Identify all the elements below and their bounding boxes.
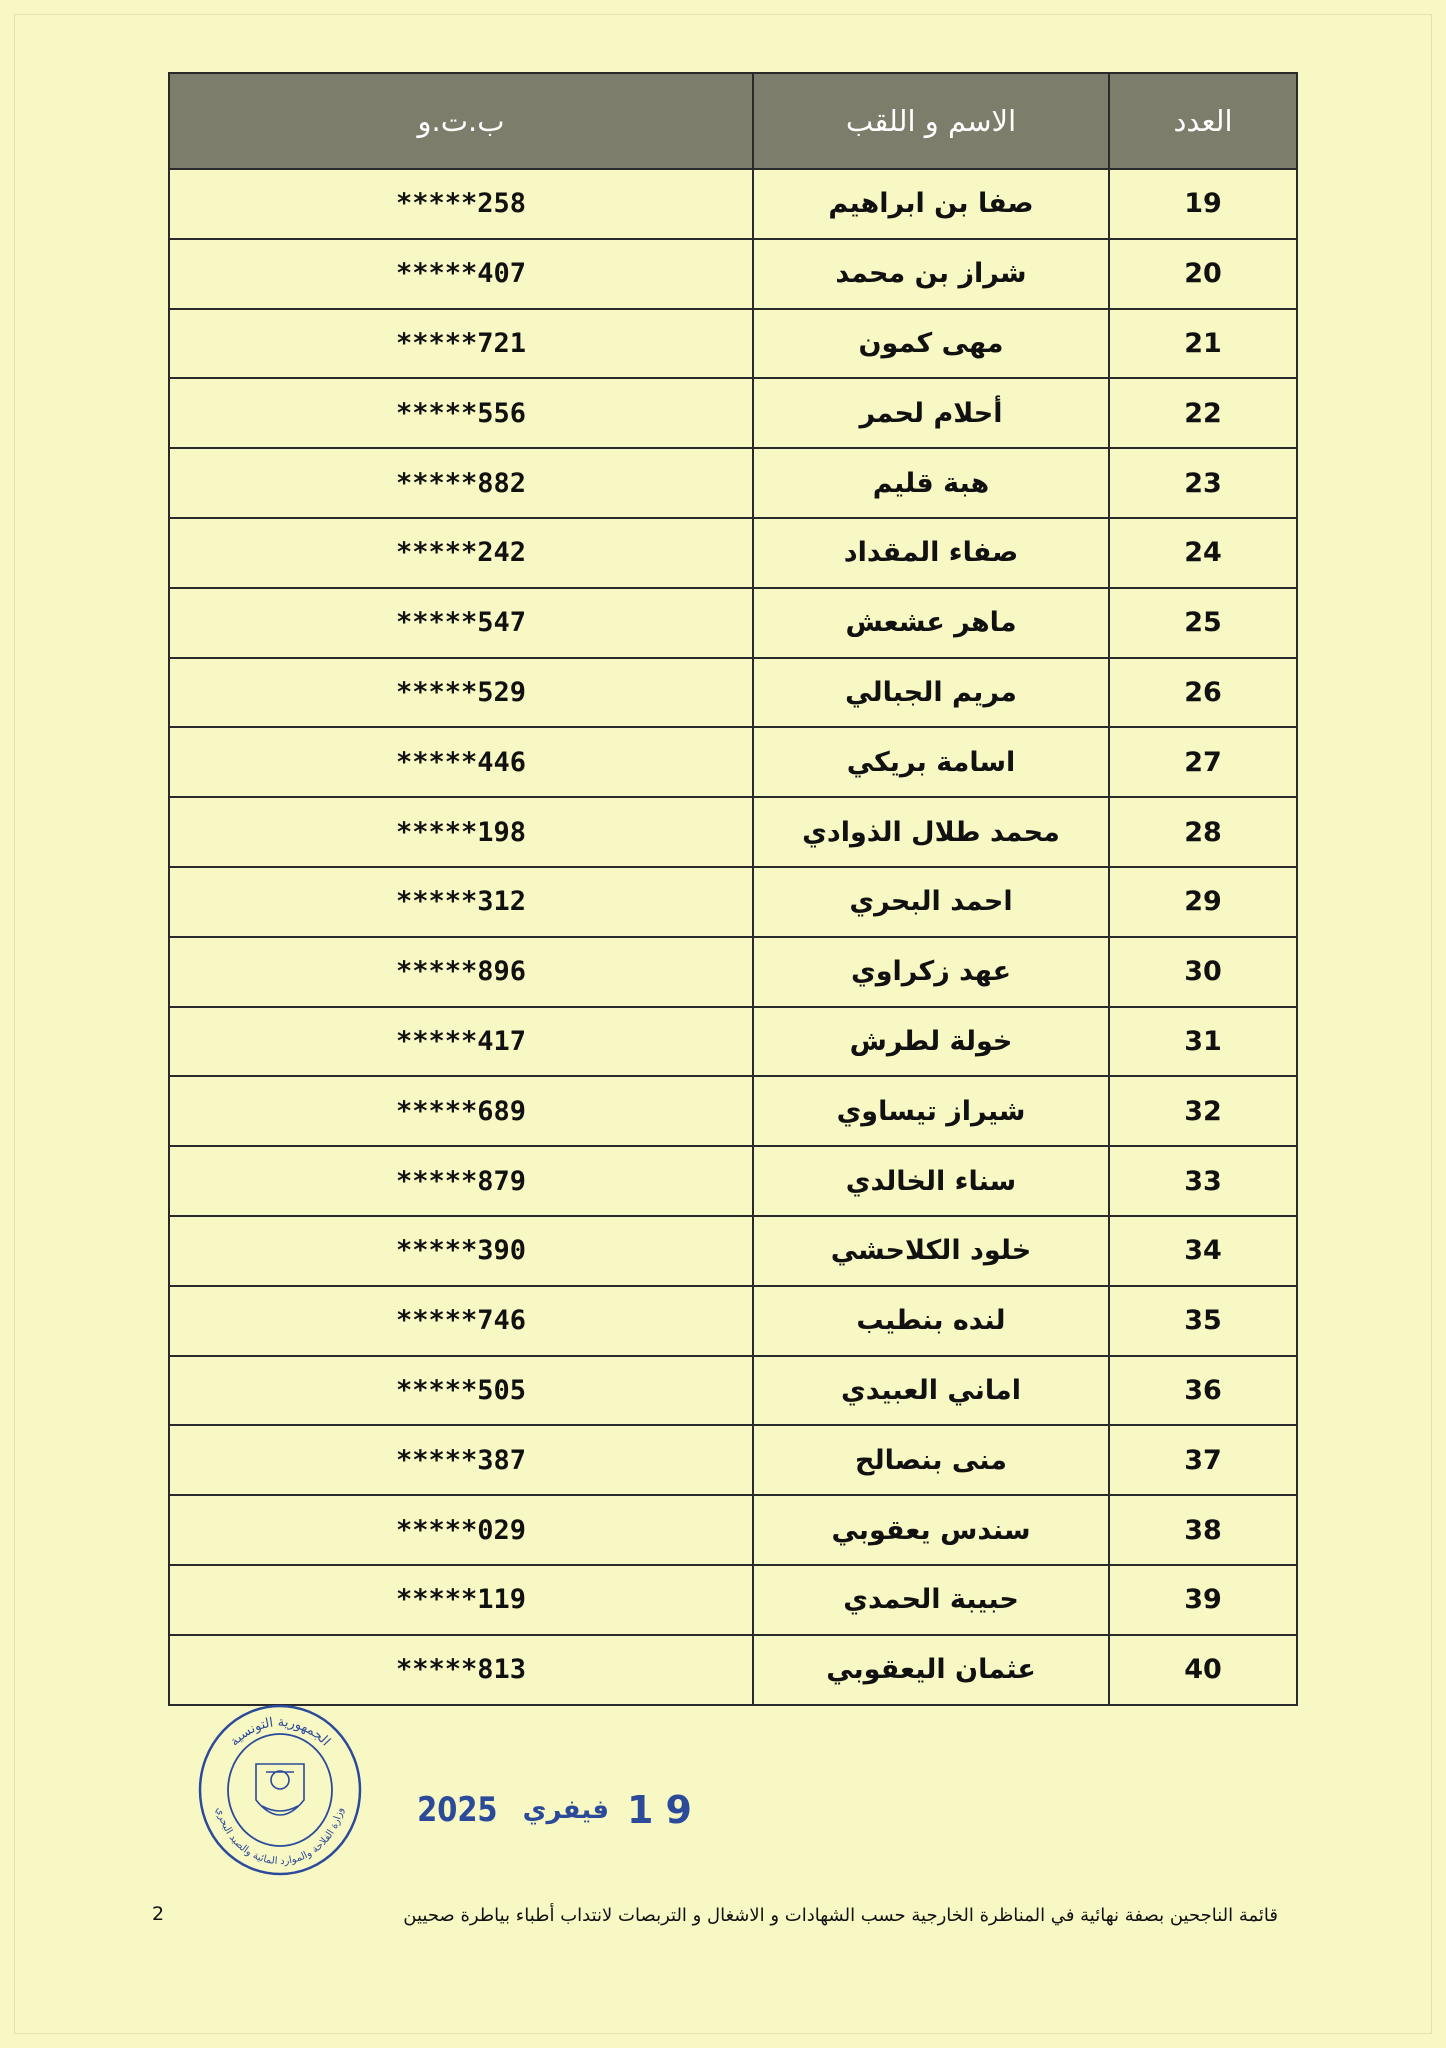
name-cell: عهد زكراوي: [753, 937, 1109, 1007]
header-cin: ب.ت.و: [169, 73, 753, 169]
name-cell: صفاء المقداد: [753, 518, 1109, 588]
number-cell: 31: [1109, 1007, 1297, 1077]
seal-text-bottom: وزارة الفلاحة والموارد المائية والصيد البحري: [213, 1806, 346, 1868]
number-cell: 22: [1109, 378, 1297, 448]
table-row: [169, 1216, 1297, 1286]
name-cell: محمد طلال الذوادي: [753, 797, 1109, 867]
date-year: 2025: [417, 1790, 498, 1830]
name-cell: اماني العبيدي: [753, 1356, 1109, 1426]
name-cell: سندس يعقوبي: [753, 1495, 1109, 1565]
number-cell: 40: [1109, 1635, 1297, 1705]
cin-cell: *****882: [169, 448, 753, 518]
cin-cell: *****312: [169, 867, 753, 937]
table-row: [169, 937, 1297, 1007]
table-row: [169, 1495, 1297, 1565]
cin-cell: *****446: [169, 727, 753, 797]
cin-cell: *****547: [169, 588, 753, 658]
cin-cell: *****505: [169, 1356, 753, 1426]
cin-cell: *****556: [169, 378, 753, 448]
table-row: [169, 588, 1297, 658]
number-cell: 35: [1109, 1286, 1297, 1356]
table-row: [169, 448, 1297, 518]
name-cell: مهى كمون: [753, 309, 1109, 379]
number-cell: 36: [1109, 1356, 1297, 1426]
number-cell: 32: [1109, 1076, 1297, 1146]
number-cell: 20: [1109, 239, 1297, 309]
cin-cell: *****746: [169, 1286, 753, 1356]
table-row: [169, 1076, 1297, 1146]
name-cell: مريم الجبالي: [753, 658, 1109, 728]
number-cell: 26: [1109, 658, 1297, 728]
table-row: [169, 1007, 1297, 1077]
name-cell: ماهر عشعش: [753, 588, 1109, 658]
cin-cell: *****417: [169, 1007, 753, 1077]
header-name: الاسم و اللقب: [753, 73, 1109, 169]
number-cell: 21: [1109, 309, 1297, 379]
header-number: العدد: [1109, 73, 1297, 169]
table-row: [169, 378, 1297, 448]
number-cell: 34: [1109, 1216, 1297, 1286]
cin-cell: *****879: [169, 1146, 753, 1216]
number-cell: 19: [1109, 169, 1297, 239]
cin-cell: *****390: [169, 1216, 753, 1286]
table-row: [169, 658, 1297, 728]
table-row: [169, 518, 1297, 588]
cin-cell: *****407: [169, 239, 753, 309]
table-row: [169, 1286, 1297, 1356]
table-row: [169, 1356, 1297, 1426]
date-day: 19: [627, 1788, 704, 1832]
table-row: [169, 239, 1297, 309]
number-cell: 37: [1109, 1425, 1297, 1495]
name-cell: صفا بن ابراهيم: [753, 169, 1109, 239]
name-cell: هبة قليم: [753, 448, 1109, 518]
cin-cell: *****721: [169, 309, 753, 379]
number-cell: 30: [1109, 937, 1297, 1007]
table-row: [169, 169, 1297, 239]
name-cell: اسامة بريكي: [753, 727, 1109, 797]
cin-cell: *****198: [169, 797, 753, 867]
table-row: [169, 1565, 1297, 1635]
cin-cell: *****387: [169, 1425, 753, 1495]
name-cell: شراز بن محمد: [753, 239, 1109, 309]
seal-text-top: الجمهورية التونسية: [227, 1714, 333, 1750]
number-cell: 39: [1109, 1565, 1297, 1635]
name-cell: عثمان اليعقوبي: [753, 1635, 1109, 1705]
number-cell: 25: [1109, 588, 1297, 658]
name-cell: أحلام لحمر: [753, 378, 1109, 448]
cin-cell: *****258: [169, 169, 753, 239]
table-row: [169, 309, 1297, 379]
number-cell: 33: [1109, 1146, 1297, 1216]
number-cell: 38: [1109, 1495, 1297, 1565]
name-cell: منى بنصالح: [753, 1425, 1109, 1495]
table-row: [169, 727, 1297, 797]
name-cell: لنده بنطيب: [753, 1286, 1109, 1356]
svg-text:الجمهورية التونسية: [227, 1715, 333, 1749]
name-cell: احمد البحري: [753, 867, 1109, 937]
table-row: [169, 1146, 1297, 1216]
name-cell: شيراز تيساوي: [753, 1076, 1109, 1146]
table-row: [169, 1425, 1297, 1495]
cin-cell: *****813: [169, 1635, 753, 1705]
cin-cell: *****119: [169, 1565, 753, 1635]
cin-cell: *****896: [169, 937, 753, 1007]
page-number: 2: [152, 1903, 165, 1925]
table-row: [169, 797, 1297, 867]
number-cell: 23: [1109, 448, 1297, 518]
number-cell: 28: [1109, 797, 1297, 867]
table-header-row: [169, 73, 1297, 169]
cin-cell: *****689: [169, 1076, 753, 1146]
results-table: [168, 72, 1298, 1706]
name-cell: سناء الخالدي: [753, 1146, 1109, 1216]
table-row: [169, 1635, 1297, 1705]
number-cell: 29: [1109, 867, 1297, 937]
cin-cell: *****029: [169, 1495, 753, 1565]
number-cell: 27: [1109, 727, 1297, 797]
footer-caption: قائمة الناجحين بصفة نهائية في المناظرة الخارجية حسب الشهادات و الاشغال و التربصات لانتداب أطباء بياطرة صحيين: [403, 1905, 1278, 1926]
cin-cell: *****529: [169, 658, 753, 728]
cin-cell: *****242: [169, 518, 753, 588]
date-month: فيفري: [522, 1795, 609, 1825]
name-cell: خلود الكلاحشي: [753, 1216, 1109, 1286]
name-cell: خولة لطرش: [753, 1007, 1109, 1077]
table-row: [169, 867, 1297, 937]
name-cell: حبيبة الحمدي: [753, 1565, 1109, 1635]
official-seal-icon: [196, 1700, 364, 1878]
date-stamp: [410, 1780, 704, 1840]
number-cell: 24: [1109, 518, 1297, 588]
